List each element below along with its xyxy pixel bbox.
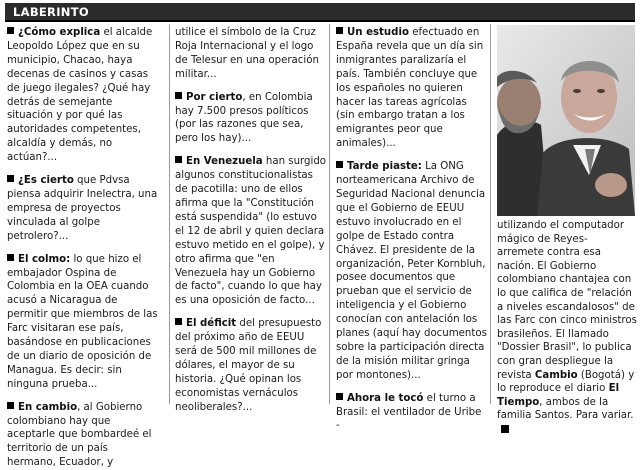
- column-divider: [490, 24, 491, 404]
- bullet-square-icon: [336, 393, 343, 400]
- column-2: [175, 26, 327, 413]
- news-item: [7, 253, 159, 392]
- end-mark-icon: [501, 425, 509, 433]
- item-body: que Pdvsa piensa adquirir Inelectra, una empresa de proyectos vinculada al golpe petrolero?...: [7, 175, 158, 242]
- item-body: La ONG norteamericana Archivo de Seguridad Nacional denuncia que el Gobierno de EEUU estuvo involucrado en el golpe de Estado contra Chávez. El presidente de la organización, Peter Kornbluh, posee documentos que prueban que el servicio de inteligencia y el Gobierno conocían con antelación los planes (aquí hay documentos sobre la participación directa de la misión militar gringa por montones)...: [336, 161, 487, 381]
- item-body: utilizando el computador mágico de Reyes- arremete contra esa nación. El Gobierno colombiano chantajea con lo que califica de "relación a niveles escandalosos" de las Farc con cinco ministros brasileños. El llamado "Dossier Brasil", lo publica con gran despliegue la revista: [497, 220, 637, 381]
- bullet-square-icon: [7, 175, 14, 182]
- item-body: el alcalde Leopoldo López que en su municipio, Chacao, haya decenas de casinos y casas de juego ilegales? ¿Qué hay detrás de semejante situación y por qué las autoridades competentes, alcaldía y demás, no actúan?...: [7, 27, 153, 164]
- bullet-square-icon: [175, 92, 182, 99]
- two-men-embracing-photo: [497, 25, 635, 216]
- item-lead: Ahora le tocó: [347, 392, 424, 404]
- bullet-square-icon: [7, 27, 14, 34]
- item-body: del presupuesto del próximo año de EEUU será de 500 mil millones de dólares, el mayor de su historia. ¿Qué opinan los economistas vernáculos neoliberales?...: [175, 318, 322, 413]
- bullet-square-icon: [336, 27, 343, 34]
- bullet-square-icon: [175, 318, 182, 325]
- item-body: , en Colombia hay 7.500 presos políticos (por las razones que sea, pero los hay)...: [175, 91, 313, 145]
- item-body: , al Gobierno colombiano hay que aceptarle que bombardeé el territorio de un país hermano, Ecuador, y: [7, 401, 152, 469]
- column-1: [7, 26, 159, 469]
- news-item: [336, 26, 488, 151]
- item-body: efectuado en España revela que un día sin inmigrantes paralizaría el país. También concluye que los españoles no quieren hacer las tareas agrícolas (sin embargo tratan a los emigrantes peor que animales)...: [336, 27, 484, 150]
- bullet-square-icon: [336, 161, 343, 168]
- section-title: LABERINTO: [13, 5, 89, 19]
- column-4-text: [497, 219, 637, 437]
- news-item: [175, 155, 327, 308]
- section-header-bar: [5, 3, 635, 22]
- bullet-square-icon: [175, 156, 182, 163]
- item-lead: En cambio: [18, 401, 78, 413]
- item-body: utilice el símbolo de la Cruz Roja Internacional y el logo de Telesur en una operación militar...: [175, 27, 319, 80]
- news-item: [336, 392, 488, 434]
- item-body: lo que hizo el embajador Ospina de Colombia en la OEA cuando acusó a Nicaragua de permitir que miembros de las Farc visitaran ese país, basándose en publicaciones de un diario de oposición de Managua. Es decir: sin ninguna prueba...: [7, 253, 158, 390]
- news-item: [175, 91, 327, 147]
- newspaper-name: El Tiempo: [497, 383, 620, 408]
- item-lead: ¿Cómo explica: [18, 27, 101, 38]
- news-item-continued: [175, 26, 327, 82]
- item-lead: Un estudio: [347, 27, 409, 38]
- item-body: , ambos de la familia Santos. Para variar.: [497, 396, 634, 422]
- item-lead: Tarde piaste:: [347, 161, 422, 173]
- news-item: [7, 401, 159, 470]
- item-lead: Por cierto: [186, 91, 243, 103]
- item-lead: El déficit: [186, 318, 237, 330]
- column-divider: [169, 24, 170, 404]
- item-body: (Bogotá) y lo reproduce el diario: [497, 369, 635, 395]
- magazine-name: Cambio: [534, 369, 578, 381]
- news-item: [7, 26, 159, 165]
- item-lead: En Venezuela: [186, 156, 263, 168]
- bullet-square-icon: [7, 402, 14, 409]
- column-3: [336, 26, 488, 432]
- column-divider: [329, 24, 330, 404]
- news-item: [7, 174, 159, 244]
- news-photo: [497, 25, 635, 216]
- news-item: [336, 160, 488, 383]
- bullet-square-icon: [7, 254, 14, 261]
- news-item: [175, 317, 327, 414]
- item-body: han surgido algunos constitucionalistas de pacotilla: uno de ellos afirma que la "Constitución está suspendida" (lo estuvo el 12 de abril y quien declara estuvo metido en el golpe), y otro afirma que "en Venezuela hay un Gobierno de facto", cuando lo que hay es una oposición de facto...: [175, 156, 327, 307]
- item-lead: ¿Es cierto: [18, 175, 74, 187]
- item-lead: El colmo:: [18, 253, 71, 265]
- item-body: el turno a Brasil: el ventilador de Uribe -: [336, 392, 482, 432]
